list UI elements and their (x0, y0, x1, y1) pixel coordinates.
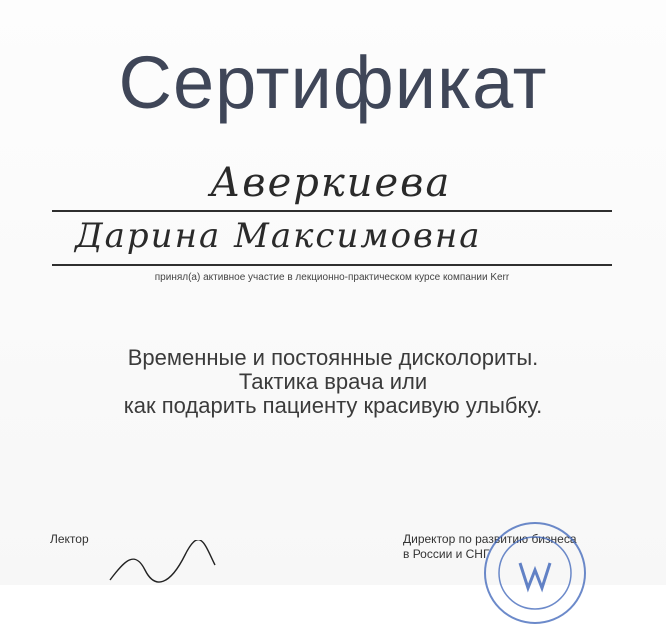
recipient-given-names: Дарина Максимовна (75, 216, 482, 256)
participation-statement: принял(а) активное участие в лекционно-практическом курсе компании Kerr (154, 272, 510, 283)
company-stamp (480, 518, 590, 628)
certificate-title: Сертификат (118, 41, 548, 124)
course-title-line-1: Временные и постоянные дисколориты. (127, 345, 539, 370)
given-names-underline (52, 264, 612, 266)
lecturer-signature (100, 540, 220, 585)
course-title-line-2: Тактика врача или (238, 369, 428, 394)
recipient-surname: Аверкиева (210, 160, 452, 206)
director-label-line-1: Директор по развитию бизнеса (403, 532, 577, 546)
course-title (0, 346, 666, 418)
director-label-line-2: в России и СНГ (403, 547, 490, 561)
lecturer-label: Лектор (50, 532, 89, 546)
surname-underline (52, 210, 612, 212)
course-title-line-3: как подарить пациенту красивую улыбку. (123, 393, 543, 418)
